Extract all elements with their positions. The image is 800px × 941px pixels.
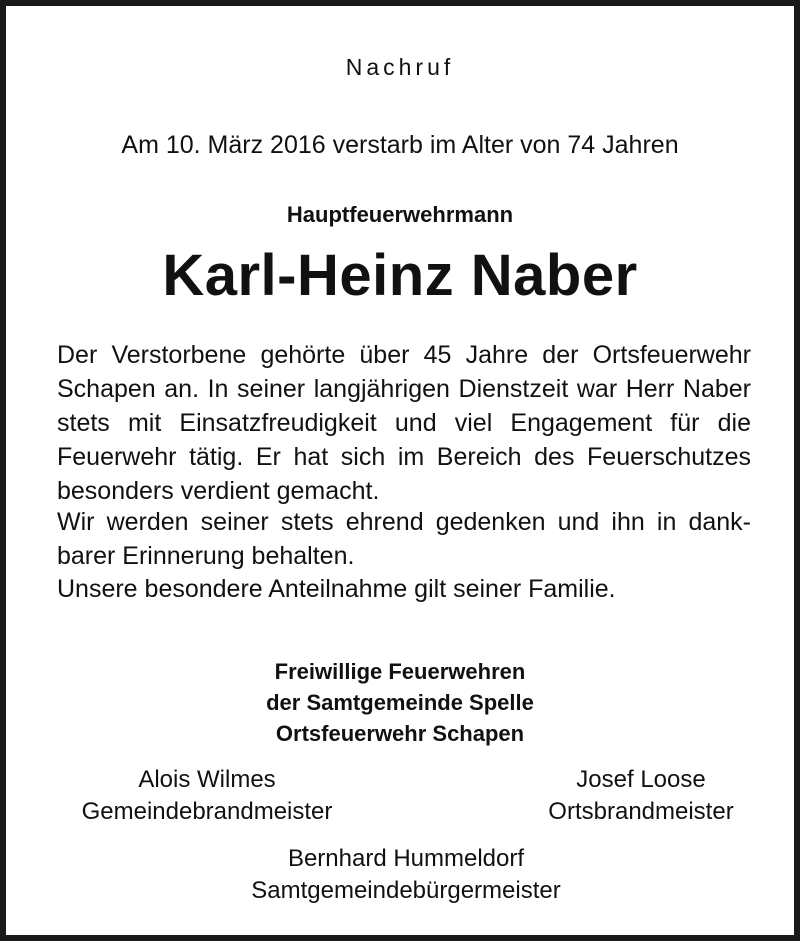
signer-title: Samtgemeindebürgermeister [251, 877, 561, 904]
signer-left [62, 764, 352, 828]
body-paragraph-1 [57, 338, 751, 508]
signer-name: Josef Loose [576, 766, 706, 793]
signer-name: Bernhard Hummeldorf [287, 845, 525, 872]
signer-right [486, 764, 796, 828]
organization-line-3: Ortsfeuerwehr Schapen [275, 721, 525, 746]
organization-block [6, 656, 794, 749]
signer-title: Gemeindebrandmeister [81, 798, 333, 825]
signer-name: Alois Wilmes [138, 766, 276, 793]
body-paragraph-3 [57, 572, 751, 606]
death-announcement: Am 10. März 2016 verstarb im Alter von 74 Jahren [121, 131, 679, 159]
paragraph-text: Der Verstorbene gehörte über 45 Jahre der Ortsfeuerwehr Schapen an. In seiner langjährigen Dienstzeit war Herr Naber stets mit Einsatzfreudigkeit und viel Engagement für die Feuerwehr tätig. Er hat sich im Bereich des Feuerschutzes besonders verdient gemacht. [57, 341, 751, 505]
organization-line-1: Freiwillige Feuerwehren [274, 659, 526, 684]
paragraph-text: Wir werden seiner stets ehrend gedenken und ihn in dankbarer Erinnerung behalten. [57, 508, 751, 570]
deceased-name: Karl-Heinz Naber [162, 243, 638, 308]
rank-title: Hauptfeuerwehrmann [286, 202, 514, 227]
signer-title: Ortsbrandmeister [548, 798, 734, 825]
organization-line-2: der Samtgemeinde Spelle [266, 690, 534, 715]
body-paragraph-2 [57, 505, 751, 573]
signer-bottom [6, 843, 800, 907]
heading: Nachruf [345, 54, 455, 80]
paragraph-text: Unsere besondere Anteilnahme gilt seiner Familie. [57, 575, 616, 603]
